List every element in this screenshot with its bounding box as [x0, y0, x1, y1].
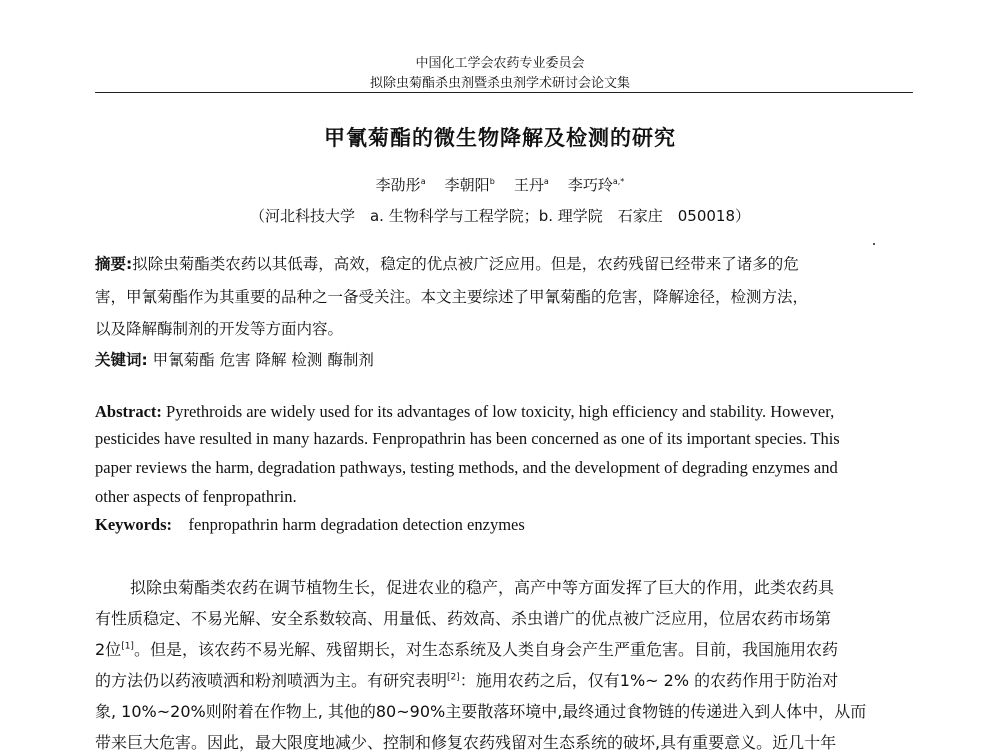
abstract-en-line: paper reviews the harm, degradation pathways, testing methods, and the development of degrading enzymes and	[95, 458, 838, 477]
paper-title: 甲氰菊酯的微生物降解及检测的研究	[324, 126, 676, 150]
body-line: 有性质稳定、不易光解、安全系数较高、用量低、药效高、杀虫谱广的优点被广泛应用，位居农药市场第	[95, 609, 832, 628]
body-line	[95, 637, 838, 660]
running-header-line1: 中国化工学会农药专业委员会	[415, 56, 585, 71]
body-line: 带来巨大危害。因此，最大限度地减少、控制和修复农药残留对生态系统的破坏,具有重要意义。近几十年	[95, 733, 837, 752]
citation-ref: [2]	[447, 672, 460, 683]
abstract-cn-label: 摘要:	[95, 255, 133, 273]
abstract-cn-text: 拟除虫菊酯类农药以其低毒，高效，稳定的优点被广泛应用。但是，农药残留已经带来了诸多的危	[132, 255, 799, 273]
affiliation: （河北科技大学 a. 生物科学与工程学院；b. 理学院 石家庄 050018）	[249, 207, 751, 225]
author-mark: a,*	[612, 177, 625, 186]
keywords-cn-label: 关键词:	[95, 351, 148, 369]
scan-speck	[873, 243, 875, 245]
body-line: 拟除虫菊酯类农药在调节植物生长，促进农业的稳产，高产中等方面发挥了巨大的作用，此类农药具	[130, 578, 835, 597]
abstract-cn-line: 害，甲氰菊酯作为其重要的品种之一备受关注。本文主要综述了甲氰菊酯的危害，降解途径，检测方法，	[95, 288, 809, 306]
citation-ref: [1]	[121, 641, 134, 652]
author-mark: a	[420, 177, 426, 186]
running-header-line2: 拟除虫菊酯杀虫剂暨杀虫剂学术研讨会论文集	[369, 76, 630, 91]
author-name: 李朝阳	[444, 176, 490, 194]
body-text: 2位	[95, 640, 122, 659]
author-name: 李劭彤	[375, 176, 421, 194]
author-list	[0, 174, 1000, 195]
keywords-en	[95, 515, 525, 535]
keywords-en-text: fenpropathrin harm degradation detection enzymes	[188, 515, 525, 534]
author-mark: a	[543, 177, 549, 186]
body-line	[95, 668, 838, 691]
body-text: 的方法仍以药液喷洒和粉剂喷洒为主。有研究表明	[95, 671, 448, 690]
body-line: 象, 10%~20%则附着在作物上, 其他的80~90%主要散落环境中,最终通过食物链的传递进入到人体中，从而	[95, 702, 867, 721]
abstract-en-line	[95, 402, 834, 422]
keywords-cn	[95, 348, 374, 370]
author-mark: b	[489, 177, 495, 186]
abstract-en-line: pesticides have resulted in many hazards. Fenpropathrin has been concerned as one of its important species. This	[95, 429, 840, 448]
abstract-en-label: Abstract:	[95, 402, 162, 421]
body-text: ：施用农药之后，仅有1%~ 2% 的农药作用于防治对	[459, 671, 839, 690]
abstract-cn-line: 以及降解酶制剂的开发等方面内容。	[95, 320, 344, 338]
keywords-cn-text: 甲氰菊酯 危害 降解 检测 酶制剂	[152, 351, 374, 369]
header-rule	[95, 92, 913, 93]
author-name: 王丹	[513, 176, 544, 194]
abstract-en-line: other aspects of fenpropathrin.	[95, 487, 297, 506]
abstract-cn-line	[95, 252, 799, 274]
body-text: 。但是，该农药不易光解、残留期长，对生态系统及人类自身会产生严重危害。目前，我国施用农药	[133, 640, 838, 659]
author-name: 李巧玲	[567, 176, 613, 194]
abstract-en-text: Pyrethroids are widely used for its advantages of low toxicity, high efficiency and stability. However,	[166, 402, 835, 421]
keywords-en-label: Keywords:	[95, 515, 172, 534]
